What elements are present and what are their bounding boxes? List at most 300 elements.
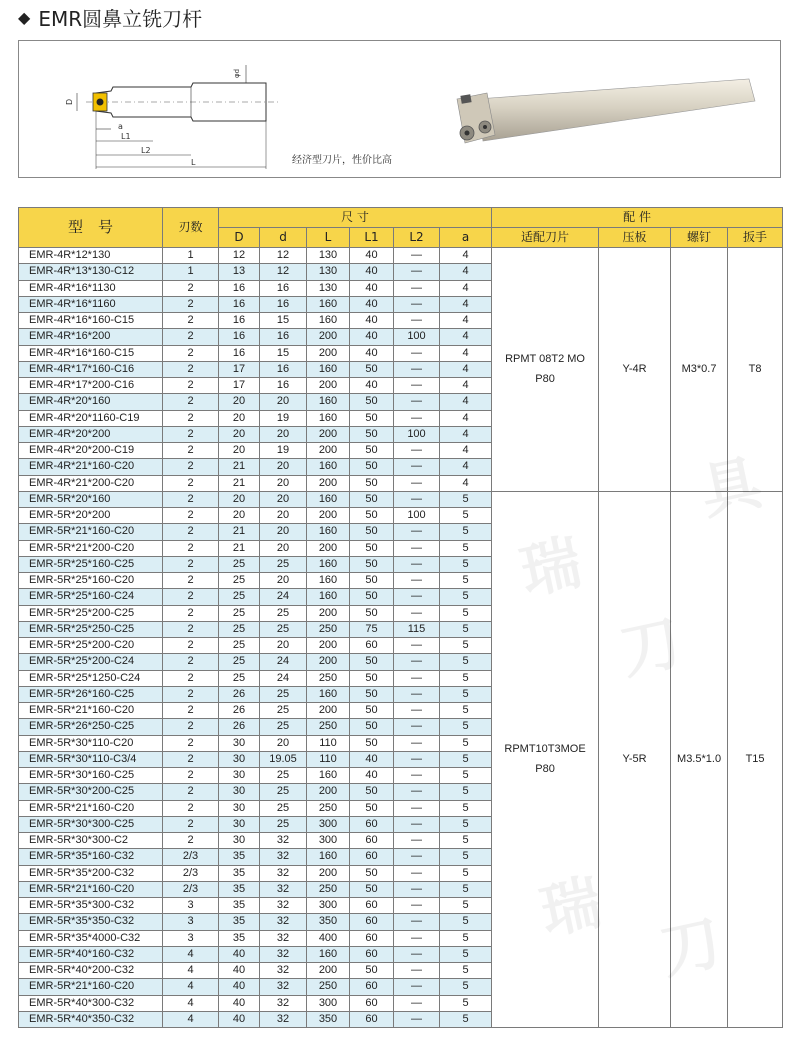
cell-model: EMR-4R*16*1160 xyxy=(19,296,163,312)
cell-model: EMR-4R*16*200 xyxy=(19,329,163,345)
cell-a: 5 xyxy=(440,995,492,1011)
cell-d: 20 xyxy=(260,573,307,589)
cell-flutes: 1 xyxy=(163,248,219,264)
cell-d: 25 xyxy=(260,605,307,621)
cell-d: 16 xyxy=(260,280,307,296)
cell-L1: 60 xyxy=(350,930,394,946)
cell-D: 16 xyxy=(219,296,260,312)
accessory-wrench-group1: T15 xyxy=(728,491,783,1027)
cell-a: 4 xyxy=(440,313,492,329)
cell-L2: — xyxy=(394,605,440,621)
cell-d: 25 xyxy=(260,703,307,719)
cell-D: 35 xyxy=(219,898,260,914)
cell-model: EMR-4R*16*160-C15 xyxy=(19,313,163,329)
header-L2: L2 xyxy=(394,228,440,248)
cell-D: 12 xyxy=(219,248,260,264)
cell-L: 300 xyxy=(307,816,350,832)
cell-D: 35 xyxy=(219,849,260,865)
cell-L2: 100 xyxy=(394,329,440,345)
cell-d: 15 xyxy=(260,313,307,329)
dim-a-label: a xyxy=(118,122,123,131)
cell-a: 5 xyxy=(440,751,492,767)
cell-D: 35 xyxy=(219,930,260,946)
cell-L2: — xyxy=(394,914,440,930)
cell-L: 110 xyxy=(307,751,350,767)
cell-L1: 50 xyxy=(350,686,394,702)
header-d: d xyxy=(260,228,307,248)
cell-model: EMR-4R*17*200-C16 xyxy=(19,378,163,394)
cell-a: 5 xyxy=(440,865,492,881)
cell-L: 200 xyxy=(307,865,350,881)
insert-model: RPMT10T3MOE xyxy=(504,743,586,756)
cell-L: 200 xyxy=(307,703,350,719)
accessory-clamp-group1: Y-5R xyxy=(599,491,671,1027)
cell-d: 32 xyxy=(260,979,307,995)
cell-L1: 40 xyxy=(350,768,394,784)
cell-d: 15 xyxy=(260,345,307,361)
cell-d: 25 xyxy=(260,556,307,572)
cell-L: 400 xyxy=(307,930,350,946)
cell-flutes: 2 xyxy=(163,378,219,394)
cell-d: 32 xyxy=(260,865,307,881)
cell-a: 5 xyxy=(440,784,492,800)
cell-d: 20 xyxy=(260,491,307,507)
cell-L: 200 xyxy=(307,443,350,459)
cell-L2: — xyxy=(394,264,440,280)
header-screw: 螺钉 xyxy=(671,228,728,248)
cell-flutes: 2 xyxy=(163,280,219,296)
cell-L: 250 xyxy=(307,670,350,686)
cell-L: 200 xyxy=(307,654,350,670)
cell-model: EMR-5R*25*160-C25 xyxy=(19,556,163,572)
cell-L2: — xyxy=(394,638,440,654)
cell-d: 20 xyxy=(260,540,307,556)
cell-L1: 60 xyxy=(350,995,394,1011)
cell-a: 4 xyxy=(440,280,492,296)
cell-L: 160 xyxy=(307,686,350,702)
cell-L: 160 xyxy=(307,573,350,589)
cell-a: 5 xyxy=(440,914,492,930)
cell-a: 5 xyxy=(440,735,492,751)
header-L1: L1 xyxy=(350,228,394,248)
cell-L1: 60 xyxy=(350,914,394,930)
cell-L: 300 xyxy=(307,898,350,914)
cell-L1: 50 xyxy=(350,459,394,475)
cell-model: EMR-4R*12*130 xyxy=(19,248,163,264)
cell-flutes: 2 xyxy=(163,589,219,605)
cell-d: 20 xyxy=(260,394,307,410)
cell-model: EMR-5R*25*200-C25 xyxy=(19,605,163,621)
header-insert: 适配刀片 xyxy=(492,228,599,248)
cell-flutes: 2 xyxy=(163,784,219,800)
cell-flutes: 2 xyxy=(163,329,219,345)
cell-L2: — xyxy=(394,475,440,491)
cell-D: 20 xyxy=(219,410,260,426)
cell-L2: — xyxy=(394,719,440,735)
dim-L-label: L xyxy=(191,158,196,167)
accessory-insert-group1 xyxy=(492,491,599,1027)
cell-flutes: 4 xyxy=(163,995,219,1011)
cell-L1: 50 xyxy=(350,605,394,621)
cell-D: 26 xyxy=(219,719,260,735)
header-D: D xyxy=(219,228,260,248)
cell-L: 200 xyxy=(307,784,350,800)
cell-model: EMR-5R*21*160-C20 xyxy=(19,524,163,540)
cell-L1: 50 xyxy=(350,491,394,507)
dim-d-label: φd xyxy=(233,68,241,78)
cell-L2: — xyxy=(394,654,440,670)
cell-L1: 50 xyxy=(350,881,394,897)
cell-D: 35 xyxy=(219,865,260,881)
cell-L: 200 xyxy=(307,475,350,491)
cell-L1: 50 xyxy=(350,426,394,442)
spec-table-body xyxy=(19,248,783,1028)
cell-a: 5 xyxy=(440,556,492,572)
cell-a: 4 xyxy=(440,361,492,377)
cell-d: 32 xyxy=(260,849,307,865)
cell-L2: 100 xyxy=(394,426,440,442)
cell-D: 16 xyxy=(219,280,260,296)
insert-grade: P80 xyxy=(535,373,555,386)
cell-a: 5 xyxy=(440,946,492,962)
cell-L: 160 xyxy=(307,361,350,377)
cell-model: EMR-5R*21*160-C20 xyxy=(19,703,163,719)
cell-d: 20 xyxy=(260,459,307,475)
cell-a: 5 xyxy=(440,833,492,849)
cell-L: 200 xyxy=(307,963,350,979)
cell-model: EMR-4R*17*160-C16 xyxy=(19,361,163,377)
cell-a: 5 xyxy=(440,881,492,897)
cell-L1: 60 xyxy=(350,1011,394,1027)
cell-L2: — xyxy=(394,768,440,784)
cell-flutes: 2 xyxy=(163,573,219,589)
cell-L1: 50 xyxy=(350,556,394,572)
cell-model: EMR-4R*13*130-C12 xyxy=(19,264,163,280)
cell-L: 200 xyxy=(307,540,350,556)
cell-flutes: 3 xyxy=(163,930,219,946)
cell-a: 4 xyxy=(440,459,492,475)
cell-d: 16 xyxy=(260,361,307,377)
cell-L: 200 xyxy=(307,378,350,394)
cell-L1: 40 xyxy=(350,345,394,361)
cell-D: 40 xyxy=(219,995,260,1011)
cell-L: 160 xyxy=(307,768,350,784)
cell-D: 20 xyxy=(219,443,260,459)
cell-D: 25 xyxy=(219,573,260,589)
cell-L1: 50 xyxy=(350,524,394,540)
cell-d: 20 xyxy=(260,638,307,654)
header-flutes: 刃数 xyxy=(163,208,219,248)
cell-L1: 60 xyxy=(350,979,394,995)
cell-L2: — xyxy=(394,556,440,572)
cell-flutes: 2 xyxy=(163,816,219,832)
cell-D: 25 xyxy=(219,605,260,621)
cell-D: 35 xyxy=(219,881,260,897)
cell-flutes: 4 xyxy=(163,979,219,995)
cell-d: 19 xyxy=(260,443,307,459)
cell-L: 160 xyxy=(307,394,350,410)
cell-L1: 50 xyxy=(350,703,394,719)
cell-L2: — xyxy=(394,670,440,686)
cell-flutes: 2 xyxy=(163,491,219,507)
table-row xyxy=(19,248,783,264)
insert-grade: P80 xyxy=(535,763,555,776)
cell-D: 40 xyxy=(219,963,260,979)
cell-model: EMR-4R*20*200 xyxy=(19,426,163,442)
cell-L2: — xyxy=(394,703,440,719)
cell-D: 21 xyxy=(219,524,260,540)
cell-a: 4 xyxy=(440,264,492,280)
cell-flutes: 2/3 xyxy=(163,865,219,881)
cell-d: 32 xyxy=(260,995,307,1011)
cell-D: 35 xyxy=(219,914,260,930)
cell-model: EMR-5R*30*110-C20 xyxy=(19,735,163,751)
cell-flutes: 2 xyxy=(163,410,219,426)
cell-a: 4 xyxy=(440,426,492,442)
cell-a: 5 xyxy=(440,849,492,865)
cell-model: EMR-5R*20*200 xyxy=(19,508,163,524)
cell-L2: — xyxy=(394,394,440,410)
cell-L2: — xyxy=(394,930,440,946)
cell-D: 25 xyxy=(219,670,260,686)
cell-model: EMR-5R*21*160-C20 xyxy=(19,800,163,816)
cell-L2: — xyxy=(394,735,440,751)
cell-L: 200 xyxy=(307,345,350,361)
cell-a: 5 xyxy=(440,1011,492,1027)
cell-model: EMR-5R*35*160-C32 xyxy=(19,849,163,865)
cell-L: 130 xyxy=(307,264,350,280)
cell-D: 30 xyxy=(219,735,260,751)
cell-L2: — xyxy=(394,491,440,507)
cell-a: 5 xyxy=(440,800,492,816)
cell-d: 25 xyxy=(260,686,307,702)
cell-a: 5 xyxy=(440,605,492,621)
cell-L1: 50 xyxy=(350,589,394,605)
cell-L1: 40 xyxy=(350,280,394,296)
cell-d: 12 xyxy=(260,264,307,280)
cell-L: 160 xyxy=(307,556,350,572)
cell-model: EMR-5R*35*300-C32 xyxy=(19,898,163,914)
page-title xyxy=(18,4,202,30)
cell-model: EMR-5R*30*110-C3/4 xyxy=(19,751,163,767)
cell-model: EMR-5R*21*200-C20 xyxy=(19,540,163,556)
cell-flutes: 2 xyxy=(163,508,219,524)
cell-d: 32 xyxy=(260,1011,307,1027)
cell-a: 5 xyxy=(440,524,492,540)
cell-L: 130 xyxy=(307,280,350,296)
cell-L: 160 xyxy=(307,524,350,540)
cell-flutes: 2 xyxy=(163,540,219,556)
cell-model: EMR-5R*21*160-C20 xyxy=(19,881,163,897)
cell-D: 20 xyxy=(219,508,260,524)
header-wrench: 扳手 xyxy=(728,228,783,248)
cell-flutes: 2 xyxy=(163,654,219,670)
cell-L2: — xyxy=(394,849,440,865)
cell-a: 5 xyxy=(440,930,492,946)
header-L: L xyxy=(307,228,350,248)
table-row xyxy=(19,491,783,507)
cell-L: 200 xyxy=(307,329,350,345)
cell-model: EMR-5R*40*350-C32 xyxy=(19,1011,163,1027)
cell-L: 110 xyxy=(307,735,350,751)
cell-flutes: 2/3 xyxy=(163,849,219,865)
cell-d: 24 xyxy=(260,654,307,670)
cell-L2: — xyxy=(394,751,440,767)
cell-L: 250 xyxy=(307,800,350,816)
cell-flutes: 2 xyxy=(163,345,219,361)
cell-D: 17 xyxy=(219,361,260,377)
cell-d: 32 xyxy=(260,881,307,897)
cell-L: 350 xyxy=(307,914,350,930)
cell-D: 30 xyxy=(219,800,260,816)
cell-model: EMR-4R*20*200-C19 xyxy=(19,443,163,459)
cell-model: EMR-4R*20*1160-C19 xyxy=(19,410,163,426)
cell-a: 4 xyxy=(440,296,492,312)
cell-L1: 60 xyxy=(350,816,394,832)
cell-flutes: 2 xyxy=(163,686,219,702)
header-model: 型 号 xyxy=(19,208,163,248)
cell-flutes: 2 xyxy=(163,621,219,637)
cell-a: 5 xyxy=(440,979,492,995)
cell-L: 200 xyxy=(307,426,350,442)
cell-D: 16 xyxy=(219,313,260,329)
cell-flutes: 2 xyxy=(163,394,219,410)
cell-L1: 60 xyxy=(350,898,394,914)
cell-L2: — xyxy=(394,410,440,426)
cell-L: 250 xyxy=(307,881,350,897)
cell-flutes: 2 xyxy=(163,703,219,719)
cell-L2: — xyxy=(394,686,440,702)
tool-holder-image xyxy=(437,69,757,159)
cell-L1: 50 xyxy=(350,573,394,589)
cell-D: 25 xyxy=(219,621,260,637)
cell-D: 25 xyxy=(219,589,260,605)
cell-L: 160 xyxy=(307,946,350,962)
cell-a: 5 xyxy=(440,703,492,719)
cell-L1: 40 xyxy=(350,264,394,280)
cell-flutes: 2 xyxy=(163,833,219,849)
cell-model: EMR-5R*30*300-C25 xyxy=(19,816,163,832)
cell-model: EMR-4R*21*160-C20 xyxy=(19,459,163,475)
cell-model: EMR-5R*30*300-C2 xyxy=(19,833,163,849)
cell-L: 160 xyxy=(307,491,350,507)
accessory-clamp-group0: Y-4R xyxy=(599,248,671,492)
cell-D: 21 xyxy=(219,459,260,475)
cell-d: 32 xyxy=(260,833,307,849)
cell-L2: — xyxy=(394,459,440,475)
cell-a: 5 xyxy=(440,670,492,686)
cell-a: 4 xyxy=(440,475,492,491)
cell-model: EMR-5R*25*1250-C24 xyxy=(19,670,163,686)
cell-model: EMR-4R*20*160 xyxy=(19,394,163,410)
cell-L2: — xyxy=(394,995,440,1011)
cell-a: 4 xyxy=(440,378,492,394)
title-text: EMR圆鼻立铣刀杆 xyxy=(38,6,203,31)
cell-L1: 50 xyxy=(350,654,394,670)
cell-a: 5 xyxy=(440,654,492,670)
cell-L2: 100 xyxy=(394,508,440,524)
cell-L: 250 xyxy=(307,621,350,637)
cell-flutes: 4 xyxy=(163,946,219,962)
technical-drawing xyxy=(41,51,301,171)
cell-L1: 50 xyxy=(350,410,394,426)
cell-flutes: 2 xyxy=(163,768,219,784)
cell-D: 30 xyxy=(219,784,260,800)
cell-L1: 40 xyxy=(350,296,394,312)
cell-d: 32 xyxy=(260,963,307,979)
cell-flutes: 3 xyxy=(163,914,219,930)
cell-D: 20 xyxy=(219,491,260,507)
cell-a: 5 xyxy=(440,491,492,507)
accessory-wrench-group0: T8 xyxy=(728,248,783,492)
cell-L: 160 xyxy=(307,296,350,312)
cell-D: 40 xyxy=(219,979,260,995)
cell-L2: — xyxy=(394,865,440,881)
cell-L: 300 xyxy=(307,833,350,849)
cell-L: 250 xyxy=(307,719,350,735)
cell-L1: 50 xyxy=(350,394,394,410)
cell-flutes: 2 xyxy=(163,524,219,540)
cell-a: 5 xyxy=(440,621,492,637)
cell-flutes: 2/3 xyxy=(163,881,219,897)
cell-L: 160 xyxy=(307,313,350,329)
cell-d: 19 xyxy=(260,410,307,426)
cell-L2: — xyxy=(394,979,440,995)
cell-L: 160 xyxy=(307,410,350,426)
cell-L2: — xyxy=(394,524,440,540)
cell-d: 24 xyxy=(260,589,307,605)
cell-D: 26 xyxy=(219,703,260,719)
cell-L1: 60 xyxy=(350,946,394,962)
accessory-screw-group0: M3*0.7 xyxy=(671,248,728,492)
header-accessories: 配 件 xyxy=(492,208,783,228)
cell-D: 40 xyxy=(219,946,260,962)
cell-D: 30 xyxy=(219,751,260,767)
cell-D: 13 xyxy=(219,264,260,280)
accessory-screw-group1: M3.5*1.0 xyxy=(671,491,728,1027)
cell-model: EMR-5R*30*160-C25 xyxy=(19,768,163,784)
cell-model: EMR-5R*35*4000-C32 xyxy=(19,930,163,946)
cell-d: 25 xyxy=(260,768,307,784)
cell-flutes: 2 xyxy=(163,459,219,475)
cell-L2: — xyxy=(394,881,440,897)
cell-L1: 50 xyxy=(350,361,394,377)
cell-a: 4 xyxy=(440,394,492,410)
cell-d: 20 xyxy=(260,508,307,524)
cell-flutes: 2 xyxy=(163,556,219,572)
cell-L2: — xyxy=(394,296,440,312)
cell-L1: 50 xyxy=(350,963,394,979)
cell-d: 25 xyxy=(260,621,307,637)
cell-a: 4 xyxy=(440,345,492,361)
cell-L2: — xyxy=(394,361,440,377)
cell-L2: — xyxy=(394,589,440,605)
cell-d: 25 xyxy=(260,784,307,800)
cell-d: 25 xyxy=(260,800,307,816)
cell-model: EMR-5R*35*350-C32 xyxy=(19,914,163,930)
cell-a: 5 xyxy=(440,686,492,702)
cell-flutes: 2 xyxy=(163,361,219,377)
cell-L1: 75 xyxy=(350,621,394,637)
cell-L2: — xyxy=(394,280,440,296)
dim-L2-label: L2 xyxy=(141,146,151,155)
cell-L1: 50 xyxy=(350,475,394,491)
cell-flutes: 2 xyxy=(163,313,219,329)
dim-L1-label: L1 xyxy=(121,132,131,141)
cell-model: EMR-5R*26*160-C25 xyxy=(19,686,163,702)
cell-L2: — xyxy=(394,963,440,979)
cell-flutes: 2 xyxy=(163,605,219,621)
